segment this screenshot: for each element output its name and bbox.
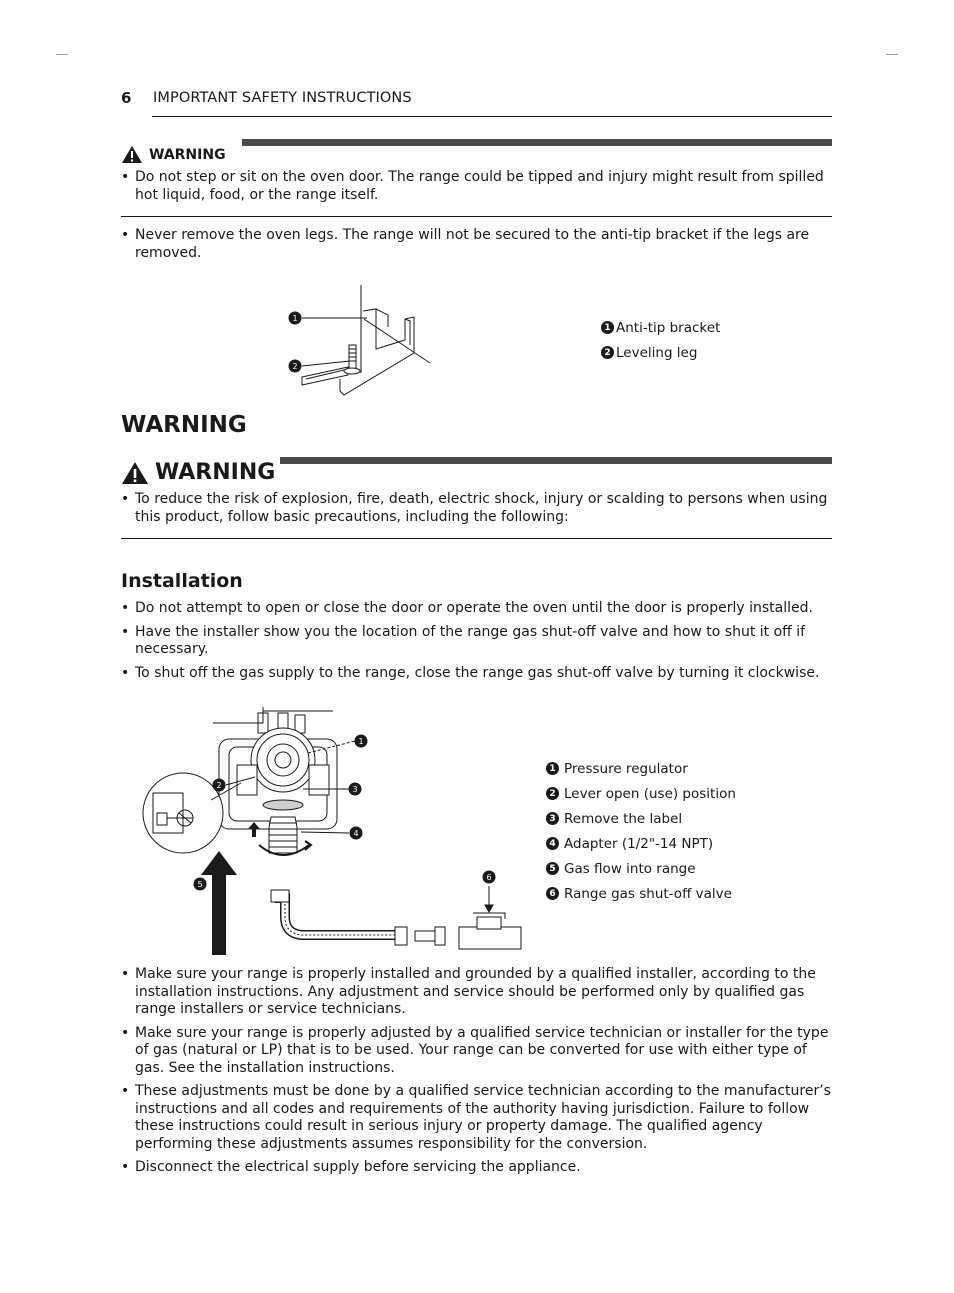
warning-header-1 [121,139,832,163]
callout-2 [213,779,226,792]
warning-label-2 [121,460,275,485]
list-item: • Disconnect the electrical supply before servicing the appliance. [121,1159,832,1177]
legend-text: Adapter (1/2"-14 NPT) [564,835,714,852]
warning-bar-2 [280,457,832,464]
range-panel [213,711,333,723]
numbered-circle-icon: 2 [601,346,614,359]
installation-list-continued [121,966,832,1183]
legend-text: Lever open (use) position [564,785,736,802]
installation-heading: Installation [121,570,243,592]
numbered-circle-icon: 1 [601,321,614,334]
warning-label-text-2: WARNING [155,460,276,485]
svg-text:3: 3 [352,785,358,794]
floor-line [364,319,430,363]
legend-text: Gas flow into range [564,860,696,877]
label-ring [263,800,303,810]
legend-item [546,806,736,831]
warning-label-1 [121,145,226,164]
legend-text: Range gas shut-off valve [564,885,732,902]
up-arrow-icon [201,851,237,955]
legend-item [546,781,736,806]
list-item: • These adjustments must be done by a qualified service technician according to the manufacturer’s instructions and all codes and requirements of the authority having jurisdiction. Failure to follow these instructions could result in serious injury or property damage. The qualified agency performing these adjustments assumes responsibility for the conversion. [121,1083,832,1153]
list-item: • Do not step or sit on the oven door. The range could be tipped and injury might result from spilled hot liquid, food, or the range itself. [121,169,832,204]
gas-regulator-figure [133,705,533,960]
list-item: • Make sure your range is properly adjusted by a qualified service technician or installer for the type of gas (natural or LP) that is to be used. Your range can be converted for use with either type of gas. See the installation instructions. [121,1025,832,1078]
numbered-circle-icon: 3 [546,812,559,825]
legend-text: Remove the label [564,810,683,827]
divider [121,538,832,539]
list-item: • Do not attempt to open or close the door or operate the oven until the door is properly installed. [121,600,832,618]
callout-1 [355,735,368,748]
callout-6 [483,871,496,884]
pressure-regulator [251,728,315,792]
crop-mark-left [56,54,68,55]
list-item: • To shut off the gas supply to the range, close the range gas shut-off valve by turning it clockwise. [121,665,832,683]
header-rule [152,116,832,117]
numbered-circle-icon: 1 [546,762,559,775]
warning-2-list [121,491,832,532]
warning-header-2 [121,457,832,489]
svg-text:5: 5 [197,880,203,889]
list-item: • Make sure your range is properly installed and grounded by a qualified installer, according to the installation instructions. Any adjustment and service should be performed only by qualified gas range installers or service technicians. [121,966,832,1019]
svg-text:2: 2 [216,781,222,790]
callout-2 [289,360,302,373]
legend-text: Anti-tip bracket [616,319,721,336]
callout-3 [349,783,362,796]
legend-item [546,831,736,856]
legend-text: Pressure regulator [564,760,688,777]
anti-tip-bracket-figure [280,283,440,398]
legend-text: Leveling leg [616,344,698,361]
installation-legend [546,756,736,906]
warning-triangle-icon [121,145,143,164]
shut-off-valve [459,927,521,949]
svg-text:6: 6 [486,873,492,882]
svg-text:1: 1 [358,737,364,746]
callout-4 [350,827,363,840]
callout-5 [194,878,207,891]
legs-list [121,227,832,268]
list-item: • Never remove the oven legs. The range will not be secured to the anti-tip bracket if the legs are removed. [121,227,832,262]
page-header [121,89,832,117]
main-heading: WARNING [121,412,247,438]
legend-item [546,756,736,781]
list-item: • To reduce the risk of explosion, fire, death, electric shock, injury or scalding to persons when using this product, follow basic precautions, including the following: [121,491,832,526]
warning-triangle-icon [121,461,149,485]
leveling-leg-base [302,367,348,385]
divider [121,216,832,217]
section-title: IMPORTANT SAFETY INSTRUCTIONS [153,90,412,106]
crop-mark-right [886,54,898,55]
warning-label-text-1: WARNING [149,146,226,163]
list-item: • Have the installer show you the location of the range gas shut-off valve and how to shut it off if necessary. [121,624,832,659]
leader-2 [302,361,350,366]
callout-1 [289,312,302,325]
page-number: 6 [121,89,132,107]
installation-list [121,600,832,688]
svg-text:1: 1 [292,314,298,323]
svg-text:4: 4 [353,829,359,838]
legend-item [601,340,720,365]
numbered-circle-icon: 2 [546,787,559,800]
legs-legend [601,315,720,365]
legend-item [546,856,736,881]
svg-text:2: 2 [292,362,298,371]
warning-1-list [121,169,832,210]
numbered-circle-icon: 6 [546,887,559,900]
legend-item [546,881,736,906]
legend-item [601,315,720,340]
numbered-circle-icon: 4 [546,837,559,850]
warning-bar-1 [242,139,832,146]
numbered-circle-icon: 5 [546,862,559,875]
